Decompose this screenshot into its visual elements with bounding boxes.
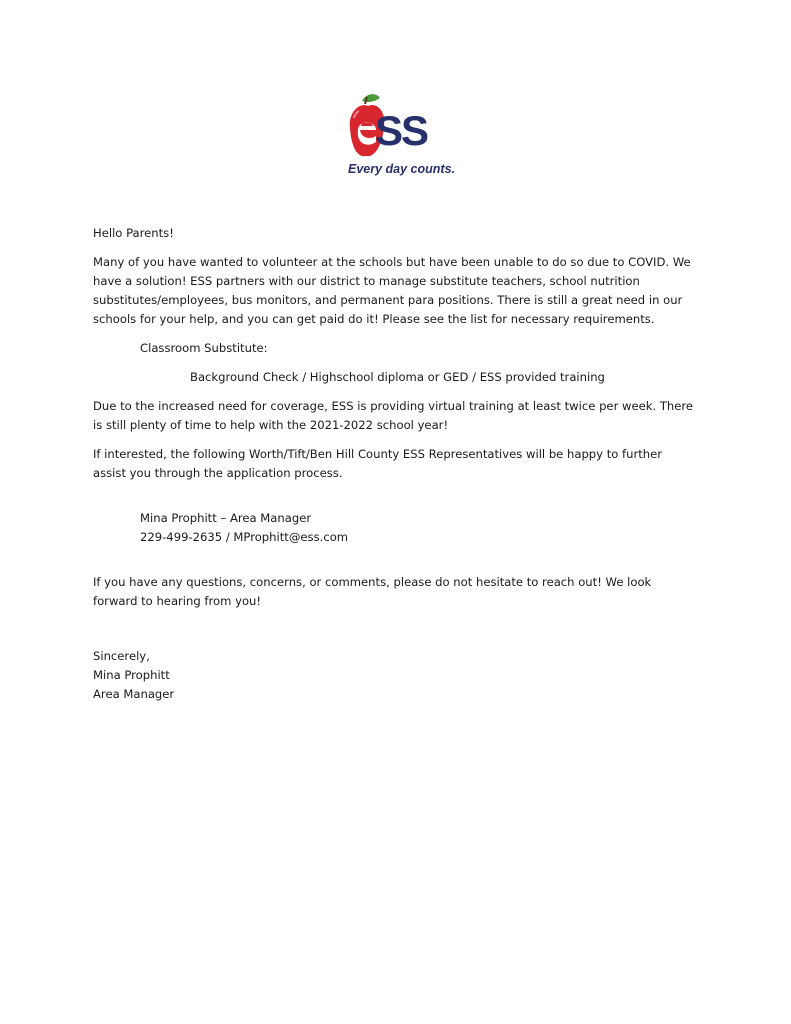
logo-tagline: Every day counts. (348, 162, 455, 176)
valediction: Sincerely, (93, 649, 150, 663)
interest-paragraph: If interested, the following Worth/Tift/Ben Hill County ESS Representatives will be happy to further assist you through the application process. (93, 447, 663, 480)
signer-name: Mina Prophitt (93, 668, 170, 682)
intro-paragraph: Many of you have wanted to volunteer at the schools but have been unable to do so due to COVID. We have a solution! ESS partners with our district to manage substitute teachers, school nutrition substitutes/employees, bus monitors, and permanent para positions. There is still a great need in our schools for your help, and you can get paid do it! Please see the list for necessary requirements. (93, 255, 691, 326)
role-heading: Classroom Substitute: (140, 341, 268, 355)
ess-wordmark: SS (375, 107, 428, 154)
closing-paragraph: If you have any questions, concerns, or comments, please do not hesitate to reach out! We look forward to hearing from you! (93, 575, 652, 608)
greeting: Hello Parents! (93, 226, 174, 240)
contact-phone-email: 229-499-2635 / MProphitt@ess.com (140, 530, 349, 544)
ess-logo (346, 92, 456, 184)
signature-block (93, 647, 698, 704)
contact-name-title: Mina Prophitt – Area Manager (140, 511, 312, 525)
training-paragraph: Due to the increased need for coverage, ESS is providing virtual training at least twice per week. There is still plenty of time to help with the 2021-2022 school year! (93, 399, 694, 432)
signer-title: Area Manager (93, 687, 175, 701)
requirements-line: Background Check / Highschool diploma or GED / ESS provided training (190, 370, 605, 384)
contact-block (93, 509, 698, 547)
letter-body (93, 224, 698, 714)
